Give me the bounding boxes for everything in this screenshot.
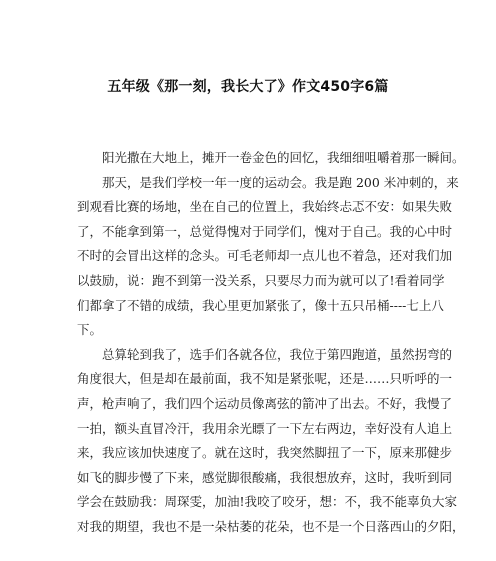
paragraph-3	[77, 343, 465, 540]
text-line: 角度很大，但是却在最前面，我不知是紧张呢，还是……只听呼的一	[77, 371, 453, 387]
text-line: 对我的期望，我也不是一朵枯萎的花朵，也不是一个日落西山的夕阳，	[77, 518, 465, 534]
text-line: 学会在鼓励我：周琛雯，加油!我咬了咬牙，想：不，我不能辜负大家	[77, 494, 458, 510]
text-line: 那天，是我们学校一年一度的运动会。我是跑 200 米冲刺的，来	[102, 174, 459, 190]
text-line: 不时的会冒出这样的念头。可毛老师却一点儿也不着急，还对我们加	[77, 248, 453, 264]
text-line: 一拍，额头直冒冷汗，我用余光瞟了一下左右两边，幸好没有人追上	[77, 420, 453, 436]
document-body	[77, 146, 465, 540]
paragraph-2	[77, 171, 459, 343]
paragraph-1	[77, 146, 465, 171]
text-line: 如飞的脚步慢了下来，感觉脚很酸痛，我很想放弃，这时，我听到同	[77, 469, 453, 485]
text-line: 声，枪声响了，我们四个运动员像离弦的箭冲了出去。不好，我慢了	[77, 395, 453, 411]
text-line: 了，不能拿到第一，总觉得愧对于同学们，愧对于自己。我的心中时	[77, 223, 453, 239]
text-line: 阳光撒在大地上，摊开一卷金色的回忆，我细细咀嚼着那一瞬间。	[102, 150, 465, 165]
text-line: 下。	[77, 322, 103, 338]
text-line: 到观看比赛的场地，坐在自己的位置上，我始终忐忑不安：如果失败	[77, 199, 453, 215]
text-line: 来，我应该加快速度了。就在这时，我突然脚扭了一下，原来那健步	[77, 445, 453, 461]
document-title: 五年级《那一刻，我长大了》作文450字6篇	[107, 79, 389, 95]
text-line: 们都拿了不错的成绩，我心里更加紧张了，像十五只吊桶----七上八	[77, 297, 444, 313]
text-line: 总算轮到我了，选手们各就各位，我位于第四跑道，虽然拐弯的	[102, 346, 453, 362]
text-line: 以鼓励，说：跑不到第一没关系，只要尽力而为就可以了!看着同学	[77, 272, 445, 288]
